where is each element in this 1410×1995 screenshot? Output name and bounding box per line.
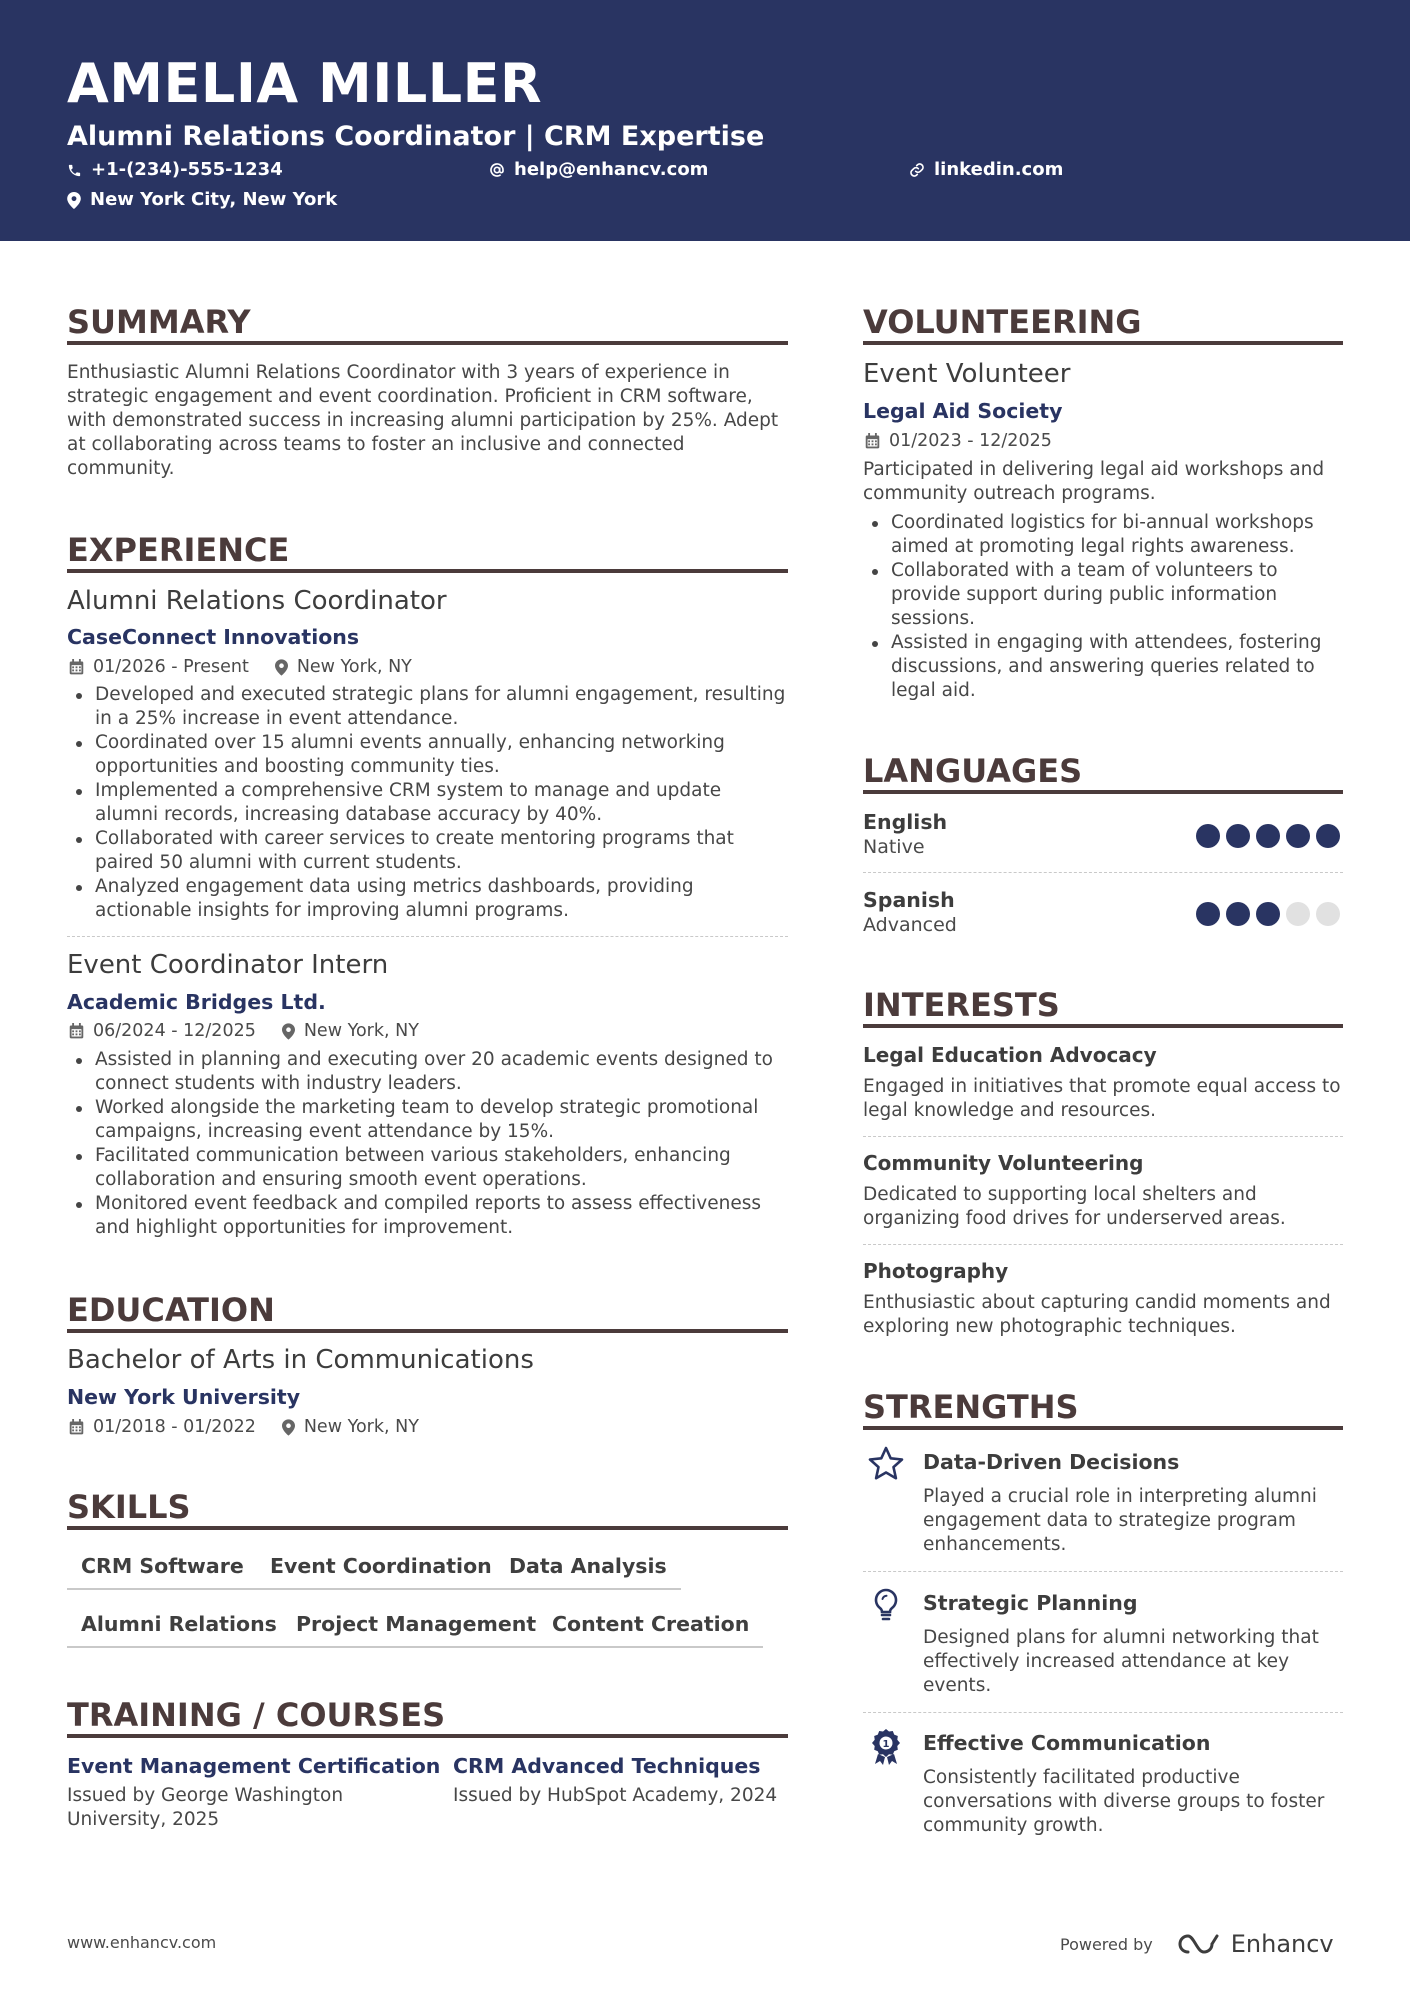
section-divider [863, 1024, 1343, 1028]
at-icon [489, 162, 505, 178]
rating-dot-filled [1256, 824, 1280, 848]
list-item: Facilitated communication between various stakeholders, enhancing collaboration and ensuring smooth event operations. [67, 1144, 787, 1192]
phone-text: +1-(234)-555-1234 [91, 159, 283, 180]
calendar-icon [865, 433, 880, 449]
section-divider [863, 341, 1343, 345]
item-divider [863, 1571, 1343, 1572]
calendar-icon [69, 1419, 84, 1435]
language-name: Spanish [863, 888, 955, 912]
list-item: Worked alongside the marketing team to develop strategic promotional campaigns, increasing event attendance by 15%. [67, 1096, 787, 1144]
interests-heading: INTERESTS [863, 986, 1060, 1024]
course-desc: Issued by HubSpot Academy, 2024 [453, 1785, 778, 1806]
strength-title: Data-Driven Decisions [923, 1450, 1180, 1474]
brand-logo[interactable] [1177, 1930, 1334, 1958]
rating-dot-filled [1226, 824, 1250, 848]
linkedin-text: linkedin.com [934, 159, 1064, 180]
language-rating [1196, 902, 1340, 926]
section-divider [863, 1426, 1343, 1430]
item-divider [863, 1712, 1343, 1713]
rating-dot-empty [1286, 902, 1310, 926]
interest-desc: Dedicated to supporting local shelters and organizing food drives for underserved areas. [863, 1184, 1286, 1229]
job-dates: 06/2024 - 12/2025 [93, 1021, 256, 1041]
item-divider [863, 872, 1343, 873]
rating-dot-filled [1196, 824, 1220, 848]
volunteering-heading: VOLUNTEERING [863, 303, 1142, 341]
language-level: Advanced [863, 914, 957, 936]
rating-dot-filled [1226, 902, 1250, 926]
strength-desc: Consistently facilitated productive conversations with diverse groups to foster community growth. [923, 1767, 1325, 1836]
skill-tag: Project Management [282, 1609, 550, 1648]
languages-heading: LANGUAGES [863, 752, 1083, 790]
section-divider [67, 569, 788, 573]
location-text: New York City, New York [90, 189, 338, 210]
enhancv-logo-icon [1177, 1932, 1223, 1956]
strength-desc: Designed plans for alumni networking that effectively increased attendance at key events. [923, 1627, 1319, 1696]
job-location: New York, NY [303, 1021, 419, 1041]
section-divider [67, 1734, 788, 1738]
candidate-name: AMELIA MILLER [67, 52, 543, 115]
school-name[interactable]: New York University [67, 1385, 301, 1409]
star-icon [866, 1444, 906, 1484]
skill-tag: CRM Software [67, 1551, 258, 1590]
education-meta [69, 1416, 445, 1438]
course-desc: Issued by George Washington University, 2025 [67, 1785, 344, 1830]
svg-text:1: 1 [882, 1739, 890, 1750]
rating-dot-filled [1316, 824, 1340, 848]
language-rating [1196, 824, 1340, 848]
interest-title: Photography [863, 1259, 1009, 1283]
strength-title: Strategic Planning [923, 1591, 1138, 1615]
job-bullets [67, 683, 787, 923]
header-banner [0, 0, 1410, 241]
course-title: CRM Advanced Techniques [453, 1754, 761, 1778]
list-item: Coordinated over 15 alumni events annually, enhancing networking opportunities and boosting community ties. [67, 731, 787, 779]
job-location: New York, NY [296, 657, 412, 677]
volunteer-desc: Participated in delivering legal aid workshops and community outreach programs. [863, 459, 1325, 504]
location-pin-icon [282, 1023, 295, 1040]
job-bullets [67, 1048, 787, 1240]
strength-desc: Played a crucial role in interpreting alumni engagement data to strategize program enhancements. [923, 1486, 1317, 1555]
location-pin-icon [275, 659, 288, 676]
brand-name: Enhancv [1230, 1930, 1334, 1958]
item-divider [67, 936, 788, 937]
list-item: Analyzed engagement data using metrics dashboards, providing actionable insights for improving alumni programs. [67, 875, 787, 923]
calendar-icon [69, 659, 84, 675]
list-item: Collaborated with career services to create mentoring programs that paired 50 alumni with current students. [67, 827, 787, 875]
link-icon [909, 162, 925, 178]
section-divider [863, 790, 1343, 794]
skill-tag: Alumni Relations [67, 1609, 291, 1648]
email-text: help@enhancv.com [514, 159, 709, 180]
rating-dot-filled [1256, 902, 1280, 926]
interest-title: Legal Education Advocacy [863, 1043, 1157, 1067]
list-item: Collaborated with a team of volunteers to provide support during public information sessions. [863, 559, 1343, 631]
item-divider [863, 1244, 1343, 1245]
education-heading: EDUCATION [67, 1291, 275, 1329]
language-level: Native [863, 836, 925, 858]
section-divider [67, 341, 788, 345]
education-dates: 01/2018 - 01/2022 [93, 1417, 256, 1437]
course-title: Event Management Certification [67, 1754, 441, 1778]
award-icon [866, 1726, 906, 1766]
job-role: Event Coordinator Intern [67, 950, 389, 980]
volunteer-role: Event Volunteer [863, 359, 1071, 389]
rating-dot-filled [1196, 902, 1220, 926]
job-meta [69, 1020, 445, 1042]
degree-title: Bachelor of Arts in Communications [67, 1345, 534, 1375]
email-contact[interactable] [489, 158, 708, 182]
training-heading: TRAINING / COURSES [67, 1696, 446, 1734]
list-item: Monitored event feedback and compiled reports to assess effectiveness and highlight opportunities for improvement. [67, 1192, 787, 1240]
experience-heading: EXPERIENCE [67, 531, 290, 569]
section-divider [67, 1526, 788, 1530]
education-location: New York, NY [303, 1417, 419, 1437]
language-name: English [863, 810, 948, 834]
interest-desc: Engaged in initiatives that promote equal access to legal knowledge and resources. [863, 1076, 1341, 1121]
strengths-heading: STRENGTHS [863, 1388, 1079, 1426]
summary-heading: SUMMARY [67, 303, 251, 341]
powered-by-text: Powered by [1060, 1934, 1153, 1954]
list-item: Developed and executed strategic plans for alumni engagement, resulting in a 25% increase in event attendance. [67, 683, 787, 731]
interest-desc: Enthusiastic about capturing candid moments and exploring new photographic techniques. [863, 1292, 1331, 1337]
skills-heading: SKILLS [67, 1488, 191, 1526]
list-item: Implemented a comprehensive CRM system to manage and update alumni records, increasing database accuracy by 40%. [67, 779, 787, 827]
job-role: Alumni Relations Coordinator [67, 586, 447, 616]
section-divider [67, 1329, 788, 1333]
volunteer-bullets [863, 511, 1343, 703]
job-company[interactable]: CaseConnect Innovations [67, 625, 360, 649]
job-dates: 01/2026 - Present [93, 657, 249, 677]
lightbulb-icon [866, 1585, 906, 1625]
interest-title: Community Volunteering [863, 1151, 1144, 1175]
location-contact [67, 188, 337, 212]
skill-tag: Event Coordination [256, 1551, 506, 1590]
item-divider [863, 1136, 1343, 1137]
strength-title: Effective Communication [923, 1731, 1211, 1755]
footer-website[interactable]: www.enhancv.com [67, 1933, 217, 1952]
list-item: Assisted in planning and executing over 20 academic events designed to connect students with industry leaders. [67, 1048, 787, 1096]
volunteer-org[interactable]: Legal Aid Society [863, 399, 1063, 423]
summary-text: Enthusiastic Alumni Relations Coordinator with 3 years of experience in strategic engagement and event coordination. Proficient in CRM software, with demonstrated success in increasing alumni participation by 25%. Adept at collaborating across teams to foster an inclusive and connected community. [67, 362, 779, 479]
volunteer-dates: 01/2023 - 12/2025 [889, 431, 1052, 451]
candidate-title: Alumni Relations Coordinator | CRM Expertise [67, 121, 765, 152]
job-meta [69, 656, 438, 678]
list-item: Coordinated logistics for bi-annual workshops aimed at promoting legal rights awareness. [863, 511, 1343, 559]
volunteer-meta [865, 430, 1078, 452]
rating-dot-filled [1286, 824, 1310, 848]
skill-tag: Content Creation [538, 1609, 763, 1648]
location-pin-icon [282, 1419, 295, 1436]
phone-icon [67, 163, 82, 178]
list-item: Assisted in engaging with attendees, fostering discussions, and answering queries related to legal aid. [863, 631, 1343, 703]
calendar-icon [69, 1023, 84, 1039]
skill-tag: Data Analysis [495, 1551, 681, 1590]
phone-contact[interactable] [67, 158, 283, 182]
footer-branding [1060, 1930, 1334, 1958]
linkedin-contact[interactable] [909, 158, 1063, 182]
job-company[interactable]: Academic Bridges Ltd. [67, 990, 326, 1014]
location-pin-icon [67, 192, 81, 209]
rating-dot-empty [1316, 902, 1340, 926]
